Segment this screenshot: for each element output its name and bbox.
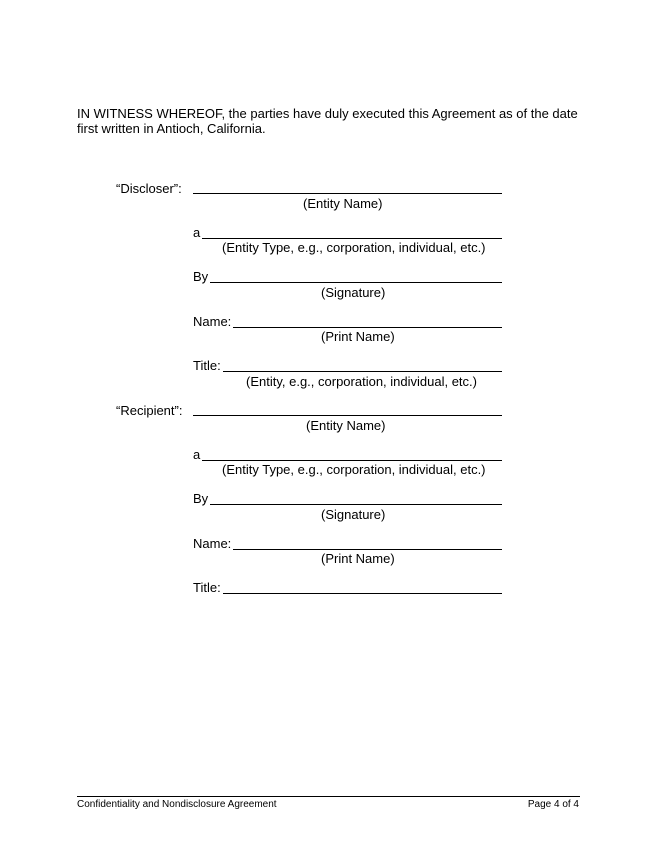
discloser-title-label: Title: [193, 358, 221, 373]
recipient-title-label: Title: [193, 580, 221, 595]
witness-paragraph: IN WITNESS WHEREOF, the parties have duly executed this Agreement as of the date first written in Antioch, California. [77, 106, 578, 136]
discloser-title-line[interactable] [223, 359, 502, 372]
discloser-entity-name-field[interactable] [193, 180, 502, 195]
discloser-type-prefix: a [193, 225, 201, 240]
discloser-name-line[interactable] [233, 315, 502, 328]
recipient-type-prefix: a [193, 447, 201, 462]
discloser-name-label: Name: [193, 314, 232, 329]
discloser-entity-type-line[interactable] [202, 226, 502, 239]
footer-document-title: Confidentiality and Nondisclosure Agreement [77, 799, 277, 810]
discloser-name-field[interactable] [193, 314, 502, 329]
discloser-signature-field[interactable] [193, 269, 502, 284]
discloser-title-caption: (Entity, e.g., corporation, individual, etc.) [246, 374, 477, 389]
discloser-entity-name-caption: (Entity Name) [303, 196, 383, 211]
recipient-by-label: By [193, 491, 209, 506]
recipient-entity-name-field[interactable] [193, 402, 502, 417]
discloser-signature-line[interactable] [210, 270, 502, 283]
discloser-entity-type-field[interactable] [193, 225, 502, 240]
footer-divider [77, 796, 580, 797]
recipient-title-line[interactable] [223, 581, 502, 594]
recipient-entity-type-field[interactable] [193, 447, 502, 462]
discloser-by-label: By [193, 269, 209, 284]
discloser-label: “Discloser”: [116, 181, 182, 196]
discloser-entity-name-line[interactable] [193, 181, 502, 194]
recipient-signature-caption: (Signature) [321, 507, 386, 522]
recipient-name-field[interactable] [193, 536, 502, 551]
recipient-entity-type-line[interactable] [202, 448, 502, 461]
recipient-name-label: Name: [193, 536, 232, 551]
discloser-entity-type-caption: (Entity Type, e.g., corporation, individual, etc.) [222, 240, 486, 255]
recipient-label: “Recipient”: [116, 403, 183, 418]
recipient-entity-name-line[interactable] [193, 403, 502, 416]
footer-page-number: Page 4 of 4 [527, 799, 579, 810]
discloser-signature-caption: (Signature) [321, 285, 386, 300]
discloser-title-field[interactable] [193, 358, 502, 373]
recipient-print-name-caption: (Print Name) [321, 551, 395, 566]
recipient-entity-type-caption: (Entity Type, e.g., corporation, individual, etc.) [222, 462, 486, 477]
recipient-signature-line[interactable] [210, 492, 502, 505]
recipient-name-line[interactable] [233, 537, 502, 550]
discloser-print-name-caption: (Print Name) [321, 329, 395, 344]
recipient-title-field[interactable] [193, 580, 502, 595]
recipient-signature-field[interactable] [193, 491, 502, 506]
recipient-entity-name-caption: (Entity Name) [306, 418, 386, 433]
